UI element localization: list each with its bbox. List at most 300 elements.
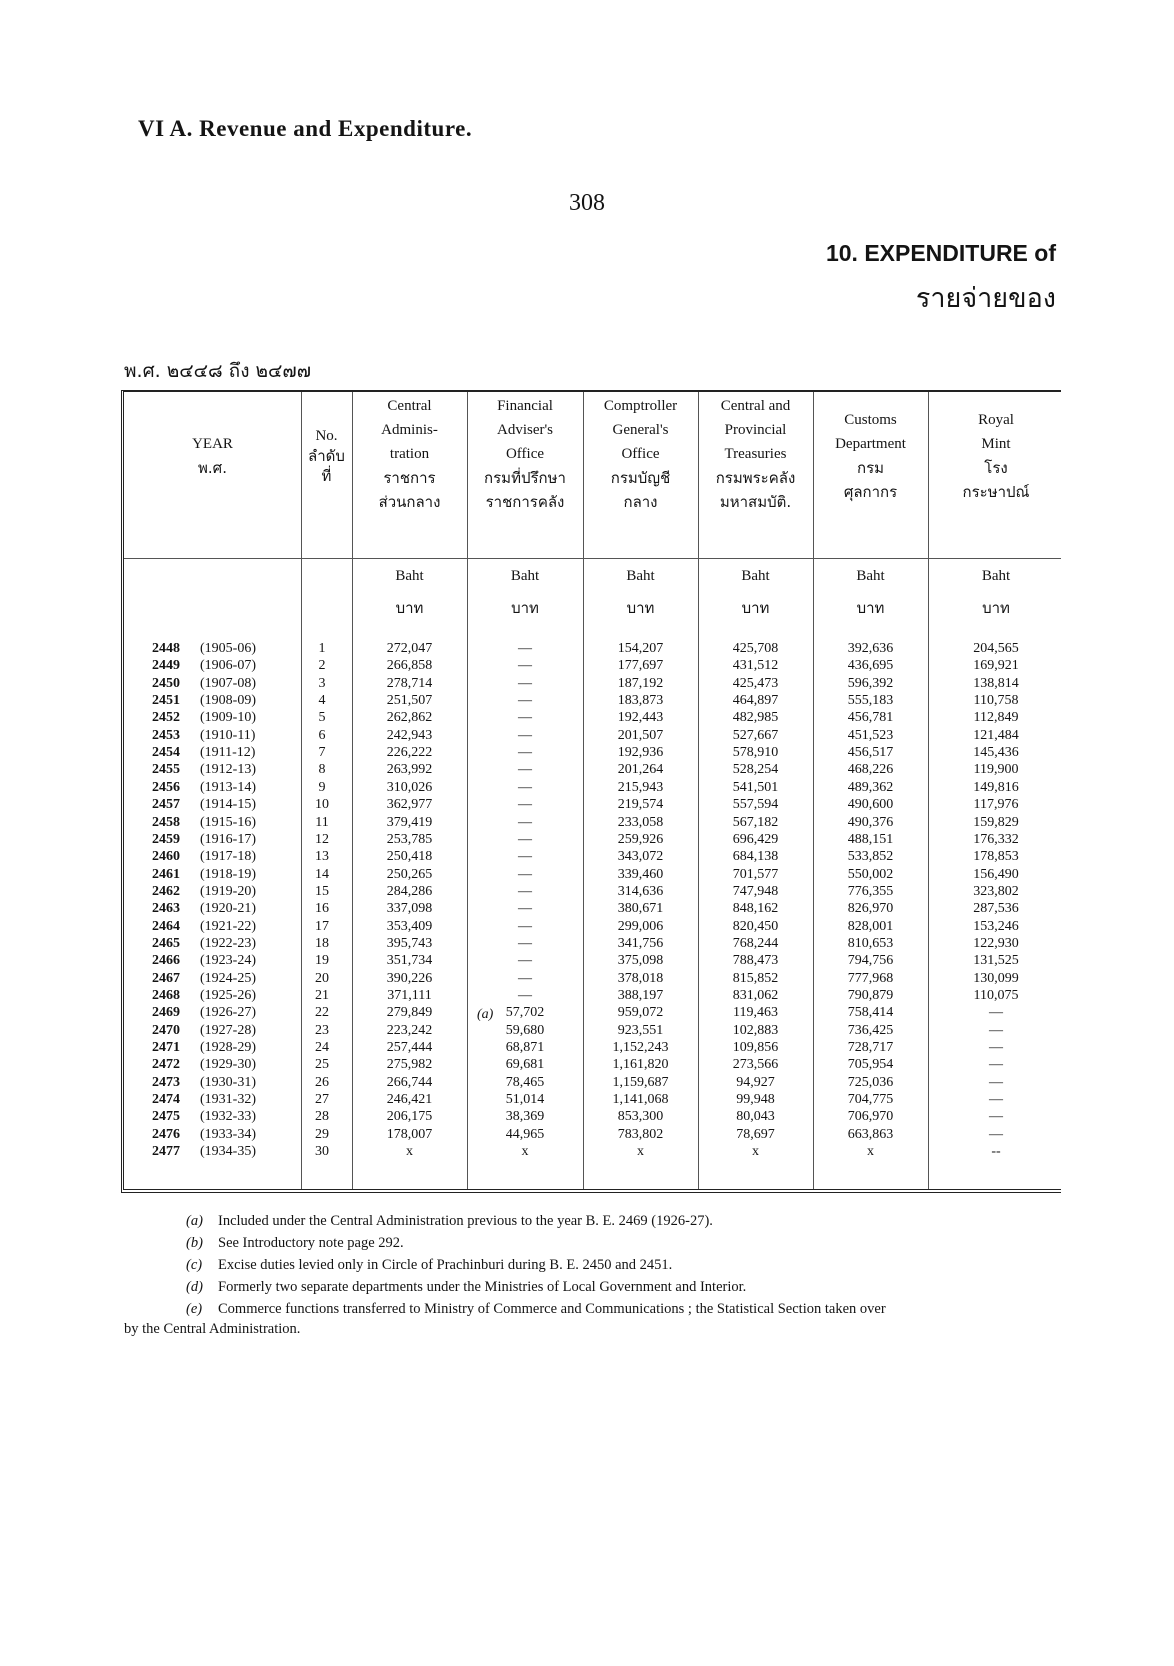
footnote-text: Excise duties levied only in Circle of Prachinburi during B. E. 2450 and 2451. [218, 1257, 673, 1273]
table-row [124, 936, 1061, 952]
cell-financial: 57,702 [505, 1005, 545, 1021]
cell-comptroller: 314,636 [617, 883, 664, 899]
cell-central: 250,265 [386, 866, 433, 882]
page-number: 308 [569, 190, 605, 216]
cell-financial: — [518, 658, 532, 674]
table-row [124, 641, 1061, 657]
cell-financial: 68,871 [505, 1040, 545, 1056]
cell-central: 390,226 [386, 970, 433, 986]
cell-central: 250,418 [386, 849, 433, 865]
row-year-be: 2465 [152, 935, 180, 951]
cell-comptroller: 375,098 [617, 953, 664, 969]
cell-comptroller: 154,207 [617, 641, 664, 656]
cell-financial: — [518, 779, 532, 795]
cell-mint: -- [991, 1144, 1001, 1160]
header-central-en3: tration [389, 446, 430, 462]
header-comptroller-en2: General's [612, 422, 669, 438]
unit-baht-th: บาท [395, 599, 424, 617]
cell-financial: — [518, 814, 532, 830]
row-year-be: 2461 [152, 866, 180, 882]
cell-comptroller: 783,802 [617, 1126, 664, 1142]
table-row [124, 1109, 1061, 1125]
cell-treasuries: 831,062 [732, 988, 779, 1003]
header-customs-th1: กรม [856, 459, 885, 477]
row-number: 12 [315, 831, 329, 847]
cell-customs: 490,600 [847, 797, 894, 813]
row-year-be: 2467 [152, 970, 180, 986]
table-row [124, 1040, 1061, 1056]
row-year-ce: (1931-32) [200, 1092, 256, 1108]
cell-central: 351,734 [386, 953, 433, 969]
cell-financial: — [518, 901, 532, 917]
unit-baht-th: บาท [626, 599, 655, 617]
unit-baht-th: บาท [741, 599, 770, 617]
table-row [124, 953, 1061, 969]
cell-central: 246,421 [386, 1092, 433, 1108]
cell-mint: 287,536 [973, 901, 1019, 917]
row-number: 1 [318, 641, 326, 656]
footnote-text: Commerce functions transferred to Ministry of Commerce and Communications ; the Statistical Section taken over [218, 1301, 886, 1317]
footnote-label: (b) [186, 1235, 203, 1251]
header-no-en: No. [315, 428, 338, 444]
row-year-ce: (1928-29) [200, 1040, 256, 1056]
row-year-be: 2449 [152, 658, 180, 674]
cell-mint: — [989, 1040, 1003, 1056]
header-mint-en1: Royal [978, 412, 1014, 428]
row-year-ce: (1906-07) [200, 658, 256, 674]
footnote-text: Formerly two separate departments under the Ministries of Local Government and Interior. [218, 1279, 747, 1295]
cell-mint: 169,921 [973, 658, 1019, 674]
cell-financial: — [518, 849, 532, 865]
table-row [124, 919, 1061, 935]
cell-comptroller: 339,460 [617, 866, 664, 882]
row-number: 15 [315, 883, 329, 899]
header-customs [813, 408, 928, 504]
cell-treasuries: 815,852 [732, 970, 779, 986]
row-number: 8 [318, 762, 326, 778]
header-mint-th1: โรง [984, 459, 1008, 477]
cell-mint: — [989, 1022, 1003, 1038]
cell-central: 272,047 [386, 641, 433, 656]
cell-customs: 704,775 [847, 1092, 894, 1108]
expenditure-table [121, 390, 1061, 1193]
header-mint-en2: Mint [981, 436, 1011, 452]
row-number: 17 [315, 918, 329, 934]
row-year-be: 2460 [152, 849, 180, 865]
row-year-be: 2468 [152, 988, 180, 1003]
cell-central: 251,507 [386, 693, 433, 709]
header-central-en2: Adminis- [381, 422, 438, 438]
cell-mint: — [989, 1126, 1003, 1142]
row-number: 4 [318, 693, 326, 709]
cell-comptroller: 177,697 [617, 658, 664, 674]
footnote-item [124, 1276, 1064, 1298]
row-year-ce: (1916-17) [200, 831, 256, 847]
header-customs-en2: Department [835, 436, 906, 452]
cell-financial: 38,369 [505, 1109, 545, 1125]
cell-central: 278,714 [386, 675, 433, 691]
row-number: 23 [315, 1022, 329, 1038]
cell-financial: 44,965 [505, 1126, 545, 1142]
footnote-label: (a) [186, 1213, 203, 1229]
row-year-ce: (1924-25) [200, 970, 256, 986]
unit-baht-th: บาท [982, 599, 1010, 617]
cell-customs: 705,954 [847, 1057, 894, 1073]
header-no-th2: ที่ [321, 467, 332, 485]
cell-treasuries: 425,708 [732, 641, 779, 656]
cell-comptroller: 388,197 [617, 988, 664, 1003]
table-title: 10. EXPENDITURE of [825, 240, 1056, 266]
cell-central: 266,744 [386, 1074, 433, 1090]
row-year-ce: (1907-08) [200, 675, 256, 691]
cell-customs: 436,695 [847, 658, 894, 674]
header-financial-en3: Office [505, 446, 545, 462]
header-central-th1: ราชการ [383, 469, 436, 487]
row-number: 21 [315, 988, 329, 1003]
cell-treasuries: 94,927 [736, 1074, 775, 1090]
cell-customs: 736,425 [847, 1022, 894, 1038]
row-year-be: 2474 [152, 1092, 180, 1108]
row-number: 7 [318, 745, 326, 761]
row-year-ce: (1914-15) [200, 797, 256, 813]
cell-comptroller: 192,936 [617, 745, 664, 761]
row-number: 24 [315, 1040, 329, 1056]
table-row [124, 884, 1061, 900]
cell-treasuries: 109,856 [732, 1040, 779, 1056]
row-year-ce: (1920-21) [200, 901, 256, 917]
cell-treasuries: x [752, 1144, 759, 1160]
cell-central: 206,175 [386, 1109, 433, 1125]
header-financial-en2: Adviser's [496, 422, 554, 438]
cell-central: 353,409 [386, 918, 433, 934]
header-year [124, 432, 301, 480]
row-number: 13 [315, 849, 329, 865]
cell-treasuries: 482,985 [732, 710, 779, 726]
table-title-thai: รายจ่ายของ [915, 283, 1056, 314]
header-mint-th2: กระษาปณ์ [962, 483, 1030, 501]
row-number: 11 [315, 814, 329, 830]
row-number: 10 [315, 797, 329, 813]
row-year-ce: (1929-30) [200, 1057, 256, 1073]
header-treasuries-th1: กรมพระคลัง [715, 469, 796, 487]
cell-treasuries: 701,577 [732, 866, 779, 882]
row-year-be: 2466 [152, 953, 180, 969]
row-year-be: 2455 [152, 762, 180, 778]
cell-financial: — [518, 797, 532, 813]
cell-treasuries: 273,566 [732, 1057, 779, 1073]
period-thai: พ.ศ. ๒๔๔๘ ถึง ๒๔๗๗ [124, 360, 311, 382]
row-year-be: 2450 [152, 675, 180, 691]
cell-customs: 550,002 [847, 866, 894, 882]
unit-baht-en: Baht [395, 568, 424, 584]
cell-treasuries: 768,244 [732, 935, 779, 951]
row-year-be: 2457 [152, 797, 180, 813]
cell-customs: 456,781 [847, 710, 894, 726]
cell-treasuries: 557,594 [732, 797, 779, 813]
cell-central: 371,111 [387, 988, 432, 1003]
table-row [124, 797, 1061, 813]
header-central-th2: ส่วนกลาง [378, 493, 441, 511]
cell-treasuries: 527,667 [732, 727, 779, 743]
footnotes [124, 1210, 1064, 1340]
cell-mint: — [989, 1092, 1003, 1108]
cell-mint: 121,484 [973, 727, 1019, 743]
header-no-th: ลำดับ [308, 447, 345, 465]
header-customs-en1: Customs [844, 412, 897, 428]
cell-central: 178,007 [386, 1126, 433, 1142]
cell-mint: 130,099 [973, 970, 1019, 986]
cell-financial: 51,014 [505, 1092, 545, 1108]
cell-customs: 596,392 [847, 675, 894, 691]
cell-mint: 323,802 [973, 883, 1019, 899]
cell-central: 284,286 [386, 883, 433, 899]
cell-customs: 810,653 [847, 935, 894, 951]
cell-comptroller: 201,264 [617, 762, 664, 778]
row-year-be: 2454 [152, 745, 180, 761]
cell-treasuries: 99,948 [736, 1092, 775, 1108]
header-mint [928, 408, 1064, 504]
table-row [124, 849, 1061, 865]
row-year-be: 2473 [152, 1074, 180, 1090]
row-number: 14 [315, 866, 329, 882]
cell-mint: 131,525 [973, 953, 1019, 969]
row-year-be: 2469 [152, 1005, 180, 1021]
cell-comptroller: 215,943 [617, 779, 664, 795]
footnote-continuation: by the Central Administration. [124, 1321, 301, 1337]
cell-mint: 112,849 [973, 710, 1019, 726]
row-year-be: 2470 [152, 1022, 180, 1038]
cell-treasuries: 102,883 [732, 1022, 779, 1038]
cell-central: 395,743 [386, 935, 433, 951]
row-number: 18 [315, 935, 329, 951]
cell-mint: 110,758 [973, 693, 1019, 709]
cell-mint: 138,814 [973, 675, 1019, 691]
row-year-ce: (1922-23) [200, 935, 256, 951]
row-number: 26 [315, 1074, 329, 1090]
cell-mint: — [989, 1057, 1003, 1073]
cell-financial: — [518, 710, 532, 726]
header-central-en1: Central [387, 398, 432, 414]
row-year-ce: (1905-06) [200, 641, 256, 656]
cell-financial: — [518, 745, 532, 761]
cell-mint: — [989, 1074, 1003, 1090]
cell-central: 310,026 [386, 779, 433, 795]
footnote-label: (d) [186, 1279, 203, 1295]
row-year-ce: (1930-31) [200, 1074, 256, 1090]
cell-financial: — [518, 988, 532, 1003]
row-year-be: 2459 [152, 831, 180, 847]
footnote-item [124, 1254, 1064, 1276]
row-number: 5 [318, 710, 326, 726]
cell-financial: — [518, 935, 532, 951]
cell-central: 223,242 [386, 1022, 433, 1038]
cell-central: 275,982 [386, 1057, 433, 1073]
table-row [124, 1005, 1061, 1021]
row-year-be: 2448 [152, 641, 180, 656]
row-year-be: 2471 [152, 1040, 180, 1056]
cell-customs: 790,879 [847, 988, 894, 1003]
cell-treasuries: 80,043 [736, 1109, 775, 1125]
row-year-be: 2456 [152, 779, 180, 795]
table-row [124, 710, 1061, 726]
cell-comptroller: 219,574 [617, 797, 664, 813]
table-row [124, 901, 1061, 917]
header-comptroller-th2: กลาง [623, 493, 658, 511]
row-number: 6 [318, 727, 326, 743]
row-number: 27 [315, 1092, 329, 1108]
row-year-ce: (1918-19) [200, 866, 256, 882]
table-row [124, 693, 1061, 709]
cell-comptroller: 183,873 [617, 693, 664, 709]
cell-financial: — [518, 918, 532, 934]
footnote-text: Included under the Central Administration previous to the year B. E. 2469 (1926-27). [218, 1213, 713, 1229]
row-year-be: 2463 [152, 901, 180, 917]
cell-central: 257,444 [386, 1040, 433, 1056]
cell-customs: 728,717 [847, 1040, 894, 1056]
unit-baht-en: Baht [856, 568, 885, 584]
row-year-ce: (1908-09) [200, 693, 256, 709]
cell-customs: 776,355 [847, 883, 894, 899]
header-treasuries-en3: Treasuries [724, 446, 787, 462]
header-separator [124, 558, 1061, 559]
header-treasuries-en1: Central and [720, 398, 791, 414]
row-year-be: 2476 [152, 1126, 180, 1142]
table-row [124, 1144, 1061, 1160]
cell-financial: 69,681 [505, 1057, 545, 1073]
header-financial-th2: ราชการคลัง [485, 493, 565, 511]
row-year-be: 2464 [152, 918, 180, 934]
header-treasuries [698, 394, 813, 514]
cell-customs: 488,151 [847, 831, 894, 847]
table-row [124, 762, 1061, 778]
cell-mint: 119,900 [973, 762, 1019, 778]
cell-customs: 725,036 [847, 1074, 894, 1090]
cell-treasuries: 696,429 [732, 831, 779, 847]
header-customs-th2: ศุลกากร [843, 483, 898, 501]
row-year-ce: (1927-28) [200, 1022, 256, 1038]
cell-comptroller: 299,006 [617, 918, 664, 934]
row-year-ce: (1910-11) [200, 727, 256, 743]
cell-treasuries: 848,162 [732, 901, 779, 917]
cell-central: 263,992 [386, 762, 433, 778]
cell-comptroller: 1,161,820 [612, 1057, 669, 1073]
unit-baht-en: Baht [981, 568, 1011, 584]
unit-baht-th: บาท [856, 599, 885, 617]
cell-mint: 178,853 [973, 849, 1019, 865]
row-number: 3 [318, 675, 326, 691]
footnote-item [124, 1232, 1064, 1254]
unit-baht-en: Baht [510, 568, 540, 584]
row-year-ce: (1932-33) [200, 1109, 256, 1125]
cell-customs: 555,183 [847, 693, 894, 709]
header-comptroller-th1: กรมบัญชี [610, 469, 671, 487]
table-row [124, 728, 1061, 744]
footnote-item [124, 1210, 1064, 1232]
cell-financial: x [521, 1144, 529, 1160]
row-year-ce: (1913-14) [200, 779, 256, 795]
cell-treasuries: 567,182 [732, 814, 779, 830]
cell-comptroller: 1,152,243 [612, 1040, 669, 1056]
cell-mint: 122,930 [973, 935, 1019, 951]
row-year-be: 2451 [152, 693, 180, 709]
cell-customs: 794,756 [847, 953, 894, 969]
cell-comptroller: 343,072 [617, 849, 664, 865]
table-row [124, 1092, 1061, 1108]
table-row [124, 676, 1061, 692]
row-year-be: 2462 [152, 883, 180, 899]
header-financial [467, 394, 583, 514]
cell-customs: 456,517 [847, 745, 894, 761]
cell-comptroller: 341,756 [617, 935, 664, 951]
cell-mint: 176,332 [973, 831, 1019, 847]
header-comptroller [583, 394, 698, 514]
header-treasuries-en2: Provincial [724, 422, 787, 438]
header-no [301, 426, 352, 486]
cell-central: x [406, 1144, 413, 1160]
row-year-ce: (1911-12) [200, 745, 256, 761]
row-year-ce: (1912-13) [200, 762, 256, 778]
row-number: 19 [315, 953, 329, 969]
row-year-ce: (1925-26) [200, 988, 256, 1003]
section-heading: VI A. Revenue and Expenditure. [138, 116, 473, 141]
footnote-item [124, 1298, 1064, 1320]
header-year-th: พ.ศ. [198, 459, 227, 477]
table-row [124, 658, 1061, 674]
cell-comptroller: 1,159,687 [612, 1074, 669, 1090]
cell-customs: 663,863 [847, 1126, 894, 1142]
cell-central: 266,858 [386, 658, 433, 674]
cell-mint: 149,816 [973, 779, 1019, 795]
cell-customs: 777,968 [847, 970, 894, 986]
cell-financial: — [518, 970, 532, 986]
row-number: 30 [315, 1144, 329, 1160]
cell-mint: 156,490 [973, 866, 1019, 882]
cell-treasuries: 528,254 [732, 762, 779, 778]
row-number: 25 [315, 1057, 329, 1073]
row-number: 9 [318, 779, 326, 795]
cell-treasuries: 747,948 [732, 883, 779, 899]
footnote-text: See Introductory note page 292. [218, 1235, 404, 1251]
table-row [124, 815, 1061, 831]
cell-treasuries: 684,138 [732, 849, 779, 865]
header-financial-th1: กรมที่ปรึกษา [484, 469, 566, 487]
row-year-ce: (1919-20) [200, 883, 256, 899]
cell-central: 362,977 [386, 797, 433, 813]
cell-customs: x [867, 1144, 874, 1160]
cell-treasuries: 820,450 [732, 918, 779, 934]
row-year-be: 2477 [152, 1144, 180, 1160]
cell-customs: 489,362 [847, 779, 894, 795]
cell-mint: — [989, 1109, 1003, 1125]
cell-central: 242,943 [386, 727, 433, 743]
cell-mint: 117,976 [973, 797, 1019, 813]
row-number: 16 [315, 901, 329, 917]
cell-customs: 758,414 [847, 1005, 894, 1021]
cell-financial: — [518, 953, 532, 969]
cell-comptroller: 192,443 [617, 710, 664, 726]
row-number: 22 [315, 1005, 329, 1021]
cell-central: 262,862 [386, 710, 433, 726]
cell-financial: — [518, 693, 532, 709]
cell-treasuries: 788,473 [732, 953, 779, 969]
row-year-ce: (1926-27) [200, 1005, 256, 1021]
cell-comptroller: x [637, 1144, 644, 1160]
header-treasuries-th2: มหาสมบัติ. [719, 493, 792, 511]
row-year-ce: (1915-16) [200, 814, 256, 830]
cell-financial: 78,465 [505, 1074, 545, 1090]
cell-treasuries: 464,897 [732, 693, 779, 709]
row-year-ce: (1921-22) [200, 918, 256, 934]
